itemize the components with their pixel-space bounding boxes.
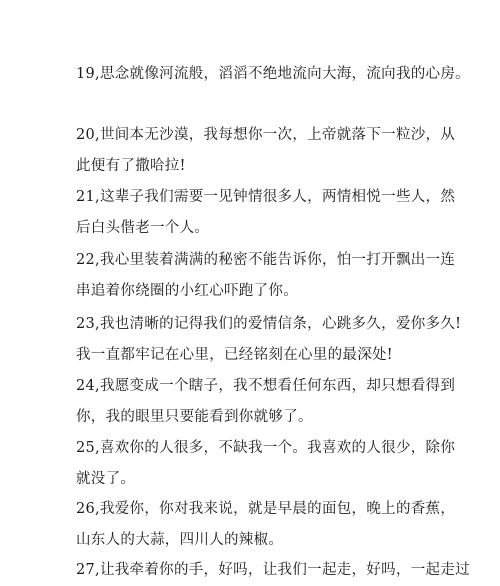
paragraph-line: 后白头偕老一个人。 [76, 220, 210, 236]
quote-paragraph-26 [76, 494, 456, 556]
paragraph-line: 25,喜欢你的人很多，不缺我一个。我喜欢的人很少，除你 [76, 440, 456, 456]
paragraph-line: 串追着你绕圈的小红心吓跑了你。 [76, 283, 298, 299]
paragraph-line: 就没了。 [76, 471, 136, 487]
quote-paragraph-23 [76, 309, 462, 371]
quote-paragraph-27 [76, 555, 470, 586]
paragraph-line: 20,世间本无沙漠，我每想你一次，上帝就落下一粒沙，从 [76, 127, 456, 143]
paragraph-line: 24,我愿变成一个瞎子，我不想看任何东西，却只想看得到 [76, 378, 456, 394]
paragraph-line: 22,我心里装着满满的秘密不能告诉你，怕一打开飘出一连 [76, 252, 456, 268]
paragraph-line: 山东人的大蒜，四川人的辣椒。 [76, 532, 284, 548]
quote-paragraph-22 [76, 245, 456, 307]
quote-paragraph-24 [76, 371, 456, 433]
quote-paragraph-19 [76, 59, 470, 90]
paragraph-line: 23,我也清晰的记得我们的爱情信条，心跳多久，爱你多久! [76, 316, 462, 332]
paragraph-line: 此便有了撒哈拉! [76, 158, 186, 174]
paragraph-line: 21,这辈子我们需要一见钟情很多人，两情相悦一些人，然 [76, 189, 456, 205]
quote-paragraph-21 [76, 182, 456, 244]
paragraph-line: 我一直都牢记在心里，已经铭刻在心里的最深处! [76, 347, 393, 363]
paragraph-line: 19,思念就像河流般，滔滔不绝地流向大海，流向我的心房。 [76, 66, 470, 82]
quote-paragraph-20 [76, 120, 456, 182]
quote-paragraph-25 [76, 433, 456, 495]
paragraph-line: 你，我的眼里只要能看到你就够了。 [76, 409, 313, 425]
paragraph-line: 27,让我牵着你的手，好吗，让我们一起走，好吗，一起走过 [76, 562, 470, 578]
paragraph-line: 26,我爱你，你对我来说，就是早晨的面包，晚上的香蕉， [76, 501, 456, 517]
